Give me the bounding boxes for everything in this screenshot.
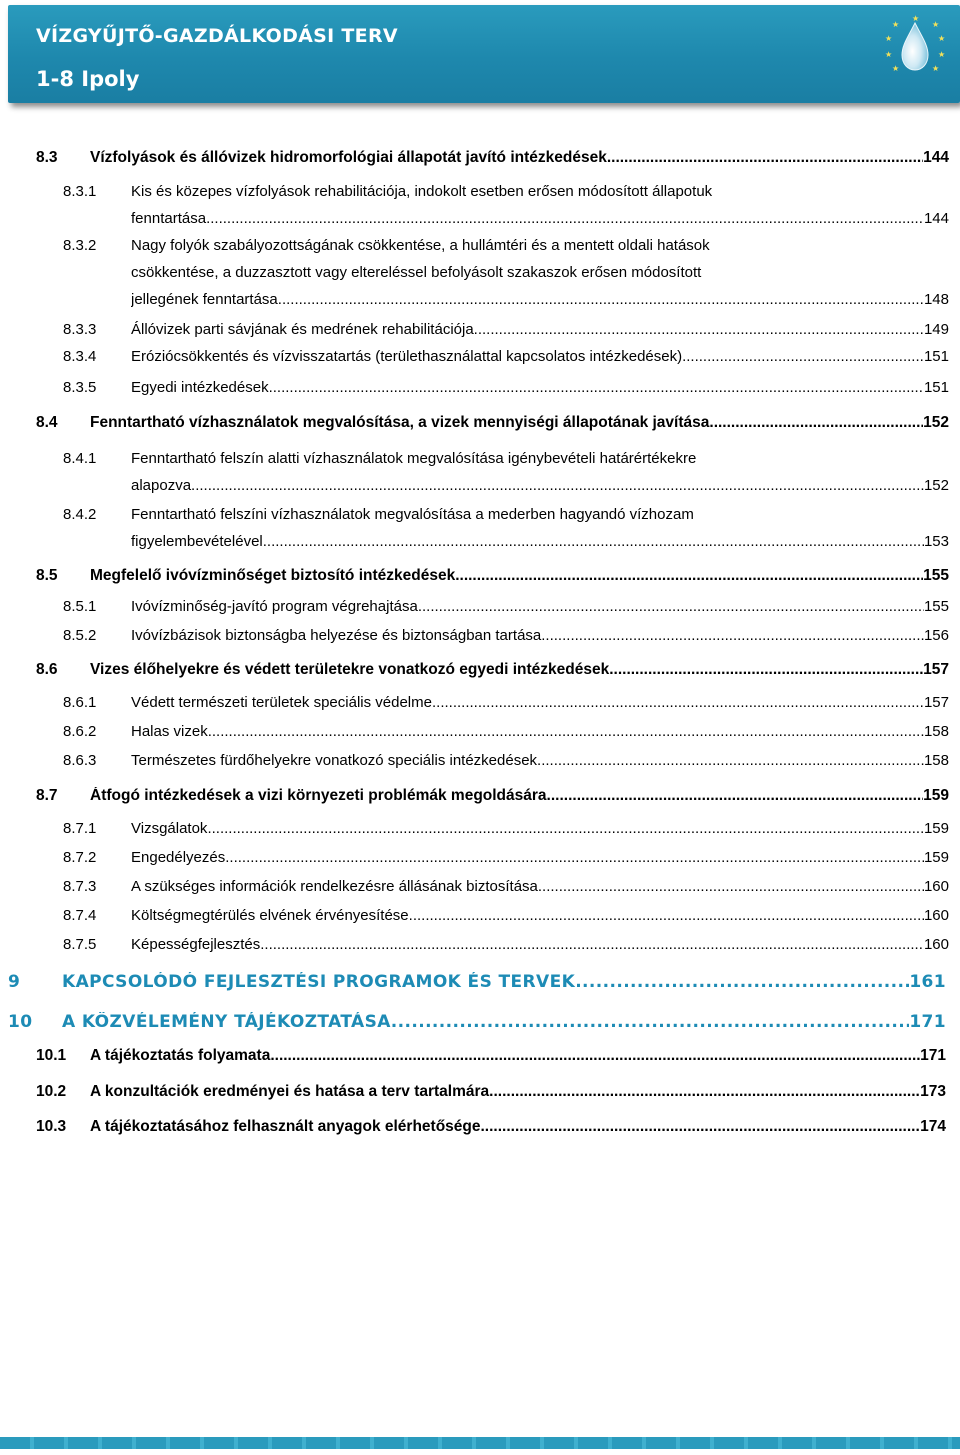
toc-title: Kis és közepes vízfolyások rehabilitációja, indokolt esetben erősen módosított állapotuk xyxy=(131,183,713,200)
toc-page: 148 xyxy=(923,291,949,308)
toc-title: Átfogó intézkedések a vizi környezeti problémák megoldására xyxy=(90,787,547,804)
toc-leader-line xyxy=(90,414,949,432)
toc-title: Vizes élőhelyekre és védett területekre vonatkozó egyedi intézkedések xyxy=(90,661,610,678)
toc-page: 173 xyxy=(920,1083,946,1100)
toc-leader-line xyxy=(131,849,949,866)
toc-number: 8.7.4 xyxy=(63,907,97,924)
toc-leader-line xyxy=(131,477,949,494)
toc-page: 155 xyxy=(923,567,949,584)
footer-bar xyxy=(0,1437,960,1449)
toc-title: Ivóvízminőség-javító program végrehajtása xyxy=(131,598,418,615)
water-drop-eu-stars-icon xyxy=(882,13,948,77)
toc-title: Eróziócsökkentés és vízvisszatartás (területhasználattal kapcsolatos intézkedések) xyxy=(131,348,683,365)
toc-page: 159 xyxy=(923,820,949,837)
svg-text:★: ★ xyxy=(938,34,946,43)
toc-page: 158 xyxy=(923,723,949,740)
toc-title: Engedélyezés xyxy=(131,849,226,866)
toc-page: 159 xyxy=(923,787,949,804)
document-subtitle: 1-8 Ipoly xyxy=(36,67,140,91)
toc-page: 159 xyxy=(923,849,949,866)
toc-leader-line xyxy=(131,348,949,365)
toc-leader-line xyxy=(90,1118,946,1136)
toc-leader-line xyxy=(90,1047,946,1065)
toc-leader-line xyxy=(131,291,949,308)
svg-text:★: ★ xyxy=(912,14,920,23)
toc-title: Védett természeti területek speciális védelme xyxy=(131,694,432,711)
toc-title: Fenntartható vízhasználatok megvalósítása, a vizek mennyiségi állapotának javítása xyxy=(90,414,710,431)
toc-title: A KÖZVÉLEMÉNY TÁJÉKOZTATÁSA xyxy=(62,1012,391,1032)
toc-number: 8.6.3 xyxy=(63,752,97,769)
toc-page: 160 xyxy=(923,878,949,895)
svg-text:★: ★ xyxy=(892,20,900,29)
toc-number: 8.3.1 xyxy=(63,183,97,200)
toc-title: Megfelelő ivóvízminőséget biztosító intézkedések xyxy=(90,567,456,584)
toc-title: KAPCSOLÓDÓ FEJLESZTÉSI PROGRAMOK ÉS TERVEK xyxy=(62,972,576,992)
toc-leader-line xyxy=(131,752,949,769)
toc-leader-line xyxy=(131,533,949,550)
toc-page: 161 xyxy=(909,972,946,992)
toc-page: 151 xyxy=(923,379,949,396)
toc-number: 8.4 xyxy=(36,414,58,431)
toc-number: 8.7.1 xyxy=(63,820,97,837)
toc-page: 157 xyxy=(923,661,949,678)
toc-title: Állóvizek parti sávjának és medrének rehabilitációja xyxy=(131,321,474,338)
toc-number: 8.5.2 xyxy=(63,627,97,644)
toc-page: 151 xyxy=(923,348,949,365)
toc-number: 8.7.2 xyxy=(63,849,97,866)
toc-number: 8.6 xyxy=(36,661,58,678)
toc-leader-line xyxy=(131,878,949,895)
svg-text:★: ★ xyxy=(932,64,940,73)
header-banner xyxy=(8,5,960,103)
toc-leader-line xyxy=(62,1012,946,1032)
toc-title: Képességfejlesztés xyxy=(131,936,261,953)
toc-leader-line xyxy=(90,1083,946,1101)
svg-text:★: ★ xyxy=(938,50,946,59)
toc-page: 160 xyxy=(923,936,949,953)
toc-title: csökkentése, a duzzasztott vagy eltereléssel befolyásolt szakaszok erősen módosított xyxy=(131,264,702,281)
toc-title: Ivóvízbázisok biztonságba helyezése és biztonságban tartása xyxy=(131,627,542,644)
toc-page: 144 xyxy=(923,149,949,166)
toc-number: 8.7.5 xyxy=(63,936,97,953)
toc-leader-line xyxy=(131,907,949,924)
toc-title: A konzultációk eredményei és hatása a terv tartalmára xyxy=(90,1083,490,1100)
toc-number: 10.1 xyxy=(36,1047,67,1064)
document-title: VÍZGYŰJTŐ-GAZDÁLKODÁSI TERV xyxy=(36,25,398,47)
toc-number: 8.3.3 xyxy=(63,321,97,338)
toc-title: Természetes fürdőhelyekre vonatkozó speciális intézkedések xyxy=(131,752,538,769)
toc-title: A szükséges információk rendelkezésre állásának biztosítása xyxy=(131,878,538,895)
toc-page: 174 xyxy=(920,1118,946,1135)
toc-leader-line xyxy=(131,598,949,615)
toc-leader-line xyxy=(131,694,949,711)
toc-number: 9 xyxy=(8,972,21,992)
toc-leader-line xyxy=(131,321,949,338)
toc-title: A tájékoztatásához felhasznált anyagok elérhetősége xyxy=(90,1118,481,1135)
svg-text:★: ★ xyxy=(885,50,893,59)
toc-title: Halas vizek xyxy=(131,723,208,740)
toc-page: 160 xyxy=(923,907,949,924)
toc-title: Nagy folyók szabályozottságának csökkentése, a hullámtéri és a mentett oldali hatások xyxy=(131,237,710,254)
toc-number: 8.4.2 xyxy=(63,506,97,523)
toc-leader-line xyxy=(131,723,949,740)
toc-number: 8.6.1 xyxy=(63,694,97,711)
toc-title: figyelembevételével xyxy=(131,533,263,550)
toc-leader-line xyxy=(131,936,949,953)
toc-page: 152 xyxy=(923,414,949,431)
toc-page: 157 xyxy=(923,694,949,711)
toc-title: Fenntartható felszín alatti vízhasználatok megvalósítása igénybevételi határértékekre xyxy=(131,450,697,467)
toc-leader-line xyxy=(90,149,949,167)
toc-page: 153 xyxy=(923,533,949,550)
toc-number: 8.3.4 xyxy=(63,348,97,365)
toc-page: 144 xyxy=(923,210,949,227)
toc-number: 8.4.1 xyxy=(63,450,97,467)
toc-leader-line xyxy=(90,661,949,679)
toc-leader-line xyxy=(131,210,949,227)
toc-title: fenntartása xyxy=(131,210,207,227)
toc-number: 10.2 xyxy=(36,1083,67,1100)
toc-page: 171 xyxy=(909,1012,946,1032)
svg-text:★: ★ xyxy=(885,34,893,43)
toc-number: 8.3 xyxy=(36,149,58,166)
toc-leader-line xyxy=(131,820,949,837)
toc-title: Egyedi intézkedések xyxy=(131,379,269,396)
toc-number: 8.5 xyxy=(36,567,58,584)
toc-page: 152 xyxy=(923,477,949,494)
toc-number: 8.5.1 xyxy=(63,598,97,615)
toc-number: 10 xyxy=(8,1012,33,1032)
toc-number: 8.3.5 xyxy=(63,379,97,396)
svg-text:★: ★ xyxy=(892,64,900,73)
toc-leader-line xyxy=(131,627,949,644)
toc-page: 149 xyxy=(923,321,949,338)
svg-text:★: ★ xyxy=(932,20,940,29)
toc-page: 156 xyxy=(923,627,949,644)
toc-number: 8.3.2 xyxy=(63,237,97,254)
toc-leader-line xyxy=(62,972,946,992)
toc-title: alapozva xyxy=(131,477,192,494)
toc-number: 8.7.3 xyxy=(63,878,97,895)
toc-page: 158 xyxy=(923,752,949,769)
toc-number: 10.3 xyxy=(36,1118,67,1135)
toc-leader-line xyxy=(131,379,949,396)
toc-title: jellegének fenntartása xyxy=(131,291,278,308)
toc-title: Vizsgálatok xyxy=(131,820,208,837)
toc-leader-line xyxy=(90,567,949,585)
toc-title: Vízfolyások és állóvizek hidromorfológiai állapotát javító intézkedések xyxy=(90,149,607,166)
toc-title: Költségmegtérülés elvének érvényesítése xyxy=(131,907,409,924)
toc-leader-line xyxy=(90,787,949,805)
toc-page: 155 xyxy=(923,598,949,615)
toc-page: 171 xyxy=(920,1047,946,1064)
toc-number: 8.6.2 xyxy=(63,723,97,740)
toc-title: Fenntartható felszíni vízhasználatok megvalósítása a mederben hagyandó vízhozam xyxy=(131,506,694,523)
toc-number: 8.7 xyxy=(36,787,58,804)
toc-title: A tájékoztatás folyamata xyxy=(90,1047,271,1064)
